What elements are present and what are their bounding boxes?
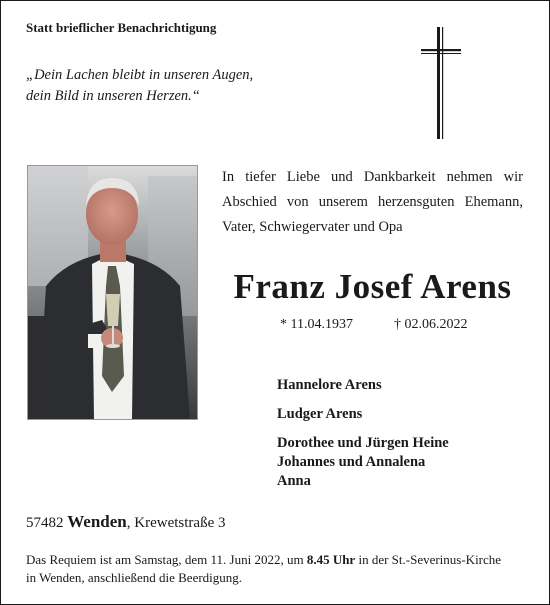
birth-date: * 11.04.1937 xyxy=(280,317,353,332)
portrait-photo xyxy=(27,165,198,420)
farewell-line: In tiefer Liebe und Dankbarkeit nehmen wir xyxy=(222,169,523,185)
mourner-name: Johannes und Annalena xyxy=(277,454,426,470)
quote-line: dein Bild in unseren Herzen.“ xyxy=(26,88,200,104)
mourner-group xyxy=(277,405,449,424)
death-date: † 02.06.2022 xyxy=(394,317,468,332)
requiem-text: in der St.-Severinus-Kirche xyxy=(355,552,502,567)
mourner-name: Hannelore Arens xyxy=(277,377,382,393)
cross-icon xyxy=(421,27,461,139)
family-address xyxy=(26,512,226,532)
memorial-quote xyxy=(26,65,253,107)
address-zip: 57482 xyxy=(26,515,64,531)
requiem-text: Das Requiem ist am Samstag, dem 11. Juni 2022, um xyxy=(26,552,307,567)
address-city: Wenden xyxy=(67,512,127,531)
requiem-info xyxy=(26,551,531,587)
farewell-text xyxy=(222,165,523,240)
mourner-name: Ludger Arens xyxy=(277,406,363,422)
farewell-line: Abschied von unserem herzensguten Ehemann, xyxy=(222,194,523,210)
farewell-line: Vater, Schwiegervater und Opa xyxy=(222,219,403,235)
requiem-time: 8.45 Uhr xyxy=(306,552,356,567)
mourner-name: Dorothee und Jürgen Heine xyxy=(277,435,449,451)
mourner-group xyxy=(277,376,449,395)
quote-line: „Dein Lachen bleibt in unseren Augen, xyxy=(26,67,254,83)
mourner-group xyxy=(277,434,449,491)
mourners-list xyxy=(277,376,449,501)
mourner-name: Anna xyxy=(277,473,311,489)
requiem-text: in Wenden, anschließend die Beerdigung. xyxy=(26,570,243,585)
address-street: , Krewetstraße 3 xyxy=(126,515,226,531)
deceased-name: Franz Josef Arens xyxy=(233,267,512,306)
notice-header: Statt brieflicher Benachrichtigung xyxy=(26,20,217,35)
